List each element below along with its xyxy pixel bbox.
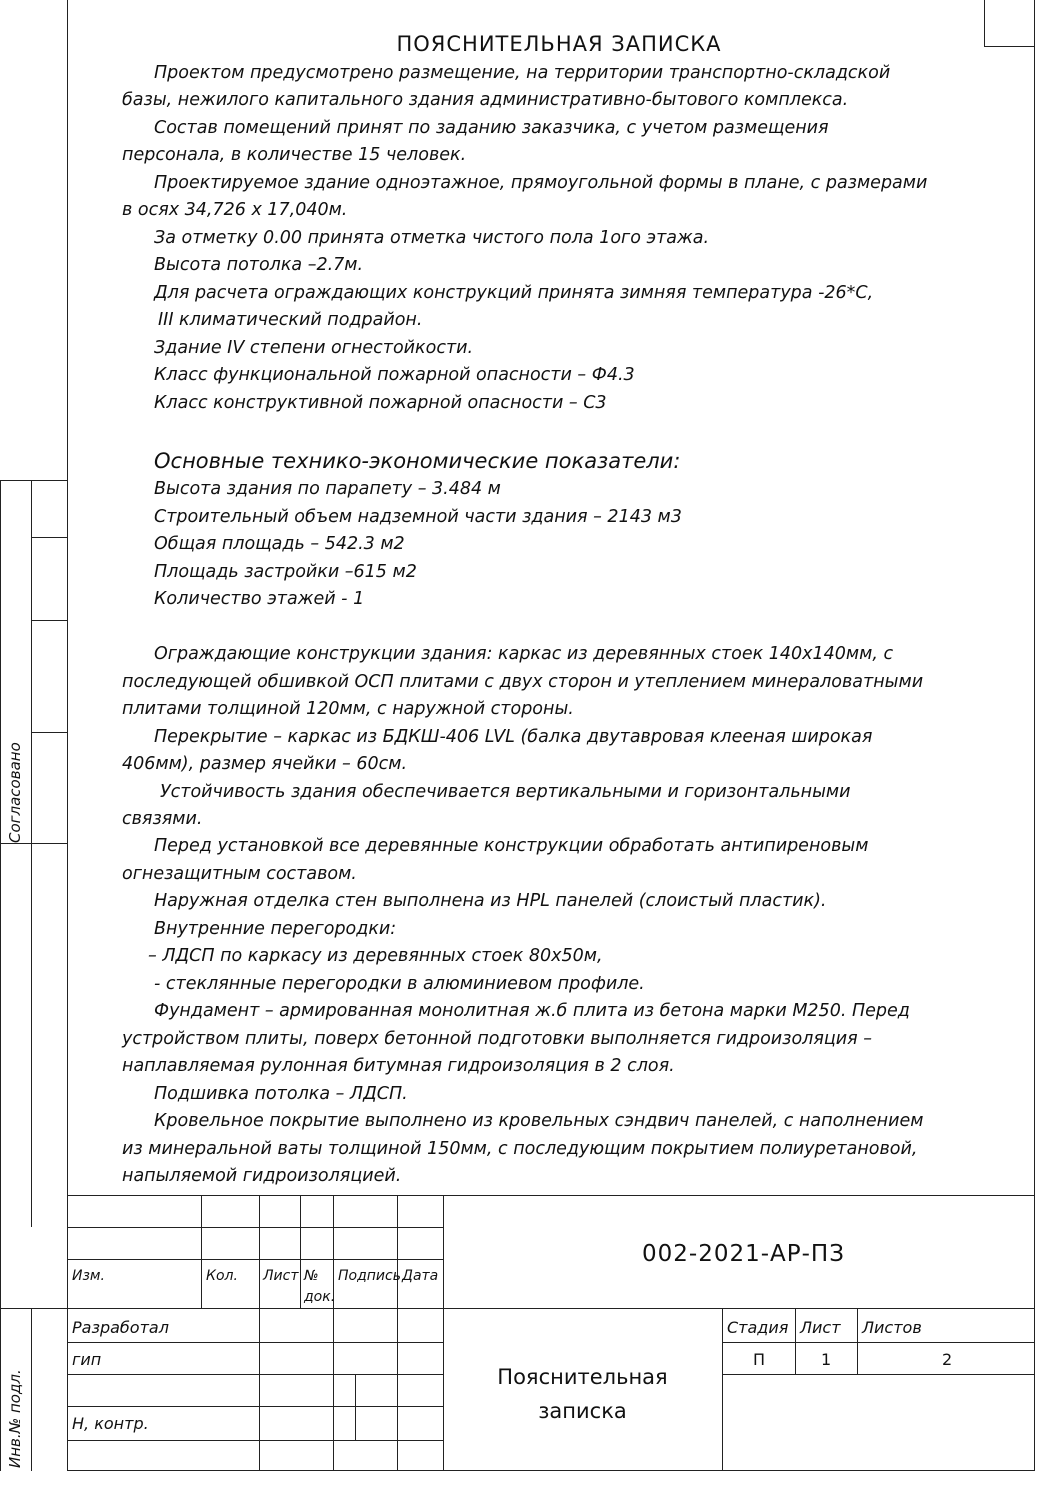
stage-value: П — [753, 1350, 766, 1369]
corner-box — [984, 0, 1035, 47]
stamp-header-kol: Кол. — [206, 1268, 238, 1284]
page-title: ПОЯСНИТЕЛЬНАЯ ЗАПИСКА — [396, 32, 722, 56]
text-line: Высота потолка –2.7м. — [154, 255, 364, 275]
text-line: Здание IV степени огнестойкости. — [154, 338, 474, 358]
text-line: Для расчета ограждающих конструкций принята зимняя температура -26*С, — [154, 283, 874, 303]
stamp-header-podpis: Подпись — [338, 1268, 401, 1284]
text-line: в осях 34,726 х 17,040м. — [122, 200, 348, 220]
side-label-inv: Инв.№ подл. — [6, 1369, 24, 1468]
sheets-value: 2 — [942, 1350, 953, 1369]
stamp-header-izm: Изм. — [72, 1268, 105, 1284]
side-line — [31, 620, 67, 621]
stamp-header-list: Лист — [263, 1268, 299, 1284]
text-line: 406мм), размер ячейки – 60см. — [122, 754, 408, 774]
indicator-line: Площадь застройки –615 м2 — [154, 562, 417, 582]
text-line: За отметку 0.00 принята отметка чистого пола 1ого этажа. — [154, 228, 710, 248]
text-line: Класс функциональной пожарной опасности – Ф4.3 — [154, 365, 635, 385]
text-line: огнезащитным составом. — [122, 864, 357, 884]
indicator-line: Строительный объем надземной части здания – 2143 м3 — [154, 507, 682, 527]
text-line: Перед установкой все деревянные конструкции обработать антипиреновым — [154, 836, 869, 856]
side-line — [31, 732, 67, 733]
text-line: Ограждающие конструкции здания: каркас из деревянных стоек 140х140мм, с — [154, 644, 894, 664]
stage-label: Стадия — [727, 1318, 789, 1337]
side-line — [31, 1308, 32, 1471]
text-line: из минеральной ваты толщиной 150мм, с последующим покрытием полиуретановой, — [122, 1139, 918, 1159]
side-line — [0, 843, 67, 844]
text-line: связями. — [122, 809, 203, 829]
sheet-label: Лист — [800, 1318, 841, 1337]
text-line: Фундамент – армированная монолитная ж.б плита из бетона марки М250. Перед — [154, 1001, 910, 1021]
sheet-value: 1 — [821, 1350, 832, 1369]
text-line: Класс конструктивной пожарной опасности – С3 — [154, 393, 607, 413]
doc-title-line-2: записка — [538, 1399, 627, 1423]
text-line: Проектируемое здание одноэтажное, прямоугольной формы в плане, с размерами — [154, 173, 928, 193]
side-line — [0, 480, 1, 1471]
text-line: устройством плиты, поверх бетонной подготовки выполняется гидроизоляция – — [122, 1029, 873, 1049]
indicator-line: Количество этажей - 1 — [154, 589, 365, 609]
text-line: - стеклянные перегородки в алюминиевом профиле. — [154, 974, 645, 994]
text-line: Устойчивость здания обеспечивается вертикальными и горизонтальными — [160, 782, 851, 802]
stamp-header-no: № — [304, 1268, 319, 1284]
side-line — [0, 480, 67, 481]
text-line: Кровельное покрытие выполнено из кровельных сэндвич панелей, с наполнением — [154, 1111, 924, 1131]
text-line: Наружная отделка стен выполнена из HPL панелей (слоистый пластик). — [154, 891, 827, 911]
text-line: наплавляемая рулонная битумная гидроизоляция в 2 слоя. — [122, 1056, 675, 1076]
document-code: 002-2021-АР-ПЗ — [642, 1241, 845, 1267]
sheets-label: Листов — [862, 1318, 922, 1337]
role-ncontr: Н, контр. — [72, 1414, 149, 1433]
indicator-line: Общая площадь – 542.3 м2 — [154, 534, 405, 554]
indicator-line: Высота здания по парапету – 3.484 м — [154, 479, 501, 499]
text-line: Перекрытие – каркас из БДКШ-406 LVL (балка двутавровая клееная широкая — [154, 727, 873, 747]
text-line: – ЛДСП по каркасу из деревянных стоек 80х50м, — [148, 946, 603, 966]
stamp-header-data: Дата — [402, 1268, 439, 1284]
text-line: плитами толщиной 120мм, с наружной стороны. — [122, 699, 574, 719]
text-line: базы, нежилого капитального здания административно-бытового комплекса. — [122, 90, 849, 110]
side-line — [31, 537, 67, 538]
doc-title-line-1: Пояснительная — [497, 1365, 668, 1389]
text-line: Проектом предусмотрено размещение, на территории транспортно-складской — [154, 63, 891, 83]
text-line: III климатический подрайон. — [158, 310, 423, 330]
text-line: напыляемой гидроизоляцией. — [122, 1166, 402, 1186]
side-label-agreed: Согласовано — [6, 742, 24, 843]
stamp-header-doc: док. — [304, 1289, 336, 1305]
indicators-heading: Основные технико-экономические показатели: — [154, 449, 681, 473]
text-line: Подшивка потолка – ЛДСП. — [154, 1084, 408, 1104]
text-line: Внутренние перегородки: — [154, 919, 397, 939]
role-developed: Разработал — [72, 1318, 169, 1337]
role-gip: гип — [72, 1350, 102, 1369]
text-line: Состав помещений принят по заданию заказчика, с учетом размещения — [154, 118, 829, 138]
side-line — [31, 480, 32, 1227]
text-line: последующей обшивкой ОСП плитами с двух сторон и утеплением минераловатными — [122, 672, 924, 692]
text-line: персонала, в количестве 15 человек. — [122, 145, 467, 165]
